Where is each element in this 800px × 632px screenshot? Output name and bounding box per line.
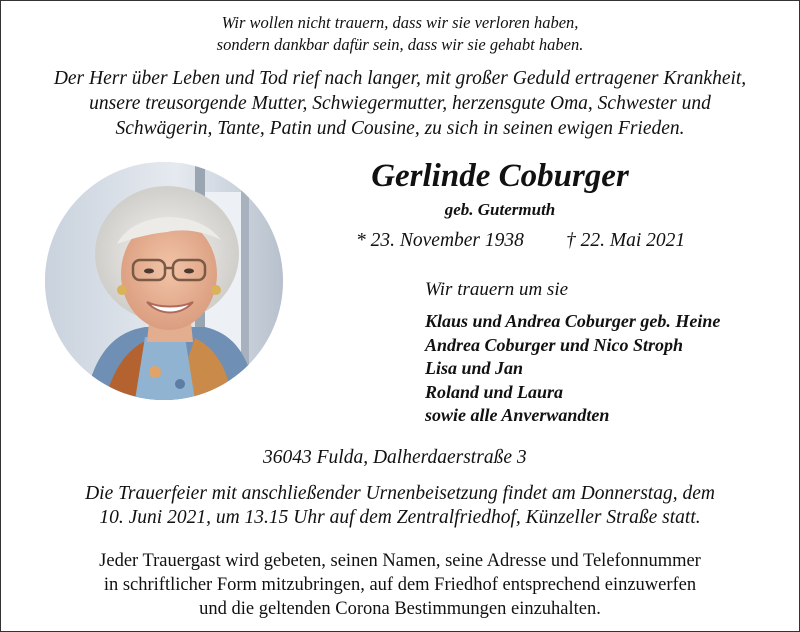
list-item: Roland und Laura bbox=[425, 381, 564, 402]
intro-line: unsere treusorgende Mutter, Schwiegermutter, herzensgute Oma, Schwester und bbox=[89, 93, 711, 114]
ceremony-line: Die Trauerfeier mit anschließender Urnenbeisetzung findet am Donnerstag, dem bbox=[85, 483, 715, 504]
notice-line: in schriftlicher Form mitzubringen, auf dem Friedhof entsprechend einzuwerfen bbox=[103, 575, 697, 595]
ceremony-line: 10. Juni 2021, um 13.15 Uhr auf dem Zentralfriedhof, Künzeller Straße statt. bbox=[99, 507, 701, 528]
list-item: sowie alle Anverwandten bbox=[425, 405, 610, 425]
intro-text bbox=[0, 66, 800, 141]
list-item: Andrea Coburger und Nico Stroph bbox=[425, 334, 684, 355]
intro-line: Der Herr über Leben und Tod rief nach langer, mit großer Geduld ertragener Krankheit, bbox=[53, 68, 747, 89]
motto-line: Wir wollen nicht trauern, dass wir sie verloren haben, bbox=[221, 13, 579, 32]
deceased-name: Gerlinde Coburger bbox=[371, 158, 629, 194]
list-item: Lisa und Jan bbox=[425, 358, 524, 378]
maiden-name: geb. Gutermuth bbox=[444, 200, 556, 219]
notice-line: und die geltenden Corona Bestimmungen einzuhalten. bbox=[199, 599, 601, 619]
ceremony-info bbox=[0, 482, 800, 530]
death-date: † 22. Mai 2021 bbox=[566, 230, 686, 251]
list-item: Klaus und Andrea Coburger geb. Heine bbox=[425, 311, 721, 331]
mourners-list bbox=[425, 310, 720, 428]
birth-date: * 23. November 1938 bbox=[356, 230, 524, 251]
motto-quote bbox=[0, 12, 800, 56]
intro-line: Schwägerin, Tante, Patin und Cousine, zu sich in seinen ewigen Frieden. bbox=[115, 118, 685, 139]
notice-line: Jeder Trauergast wird gebeten, seinen Namen, seine Adresse und Telefonnummer bbox=[99, 551, 701, 571]
motto-line: sondern dankbar dafür sein, dass wir sie gehabt haben. bbox=[216, 35, 584, 54]
mourners-intro: Wir trauern um sie bbox=[425, 279, 569, 300]
family-address: 36043 Fulda, Dalherdaerstraße 3 bbox=[263, 447, 527, 468]
corona-notice bbox=[0, 549, 800, 621]
portrait-photo bbox=[45, 162, 283, 400]
